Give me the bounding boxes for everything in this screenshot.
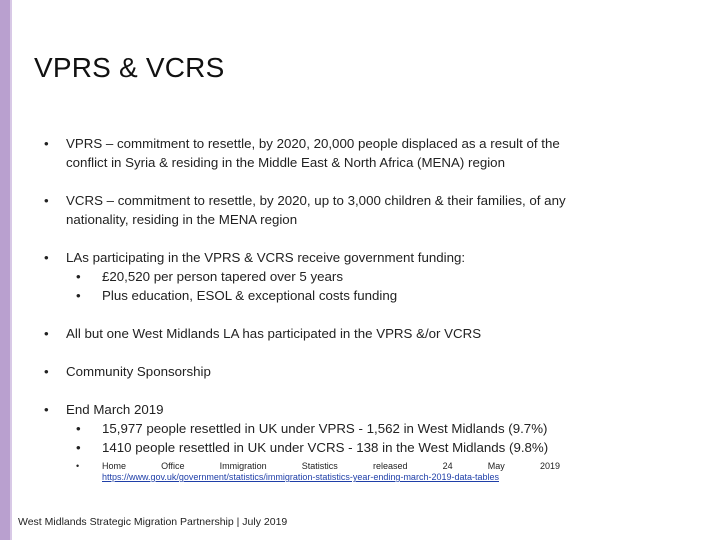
sub-bullet-text: £20,520 per person tapered over 5 years [102,269,343,284]
bullet-icon: • [76,461,80,471]
bullet-funding [44,248,604,267]
sub-bullet-end-2 [76,438,604,457]
bullet-icon: • [76,269,81,284]
source-citation [102,461,604,483]
source-word: Statistics [301,461,338,471]
left-accent-bar [0,0,10,540]
sub-bullet-text: Plus education, ESOL & exceptional costs funding [102,288,398,303]
bullet-vcrs [44,191,604,229]
bullet-funding-text: LAs participating in the VPRS & VCRS receive government funding: [66,250,466,265]
left-accent-line [10,0,12,540]
source-word: Office [161,461,185,471]
bullet-sponsorship-text: Community Sponsorship [66,364,211,379]
source-word: 2019 [539,461,560,471]
bullet-participation-text: All but one West Midlands LA has participated in the VPRS &/or VCRS [66,326,482,341]
bullet-icon: • [76,421,81,436]
bullet-vprs-text: VPRS – commitment to resettle, by 2020, 20,000 people displaced as a result of the conflict in Syria & residing in the Middle East & North Africa (MENA) region [66,136,560,170]
sub-bullet-funding-1 [76,267,604,286]
bullet-icon: • [44,250,49,265]
sub-bullet-end-1 [76,419,604,438]
source-line [102,461,560,472]
bullet-list [44,134,604,483]
source-link[interactable]: https://www.gov.uk/government/statistics/immigration-statistics-year-ending-march-2019-data-tables [102,472,499,482]
bullet-icon: • [44,402,49,417]
bullet-icon: • [44,364,49,379]
source-word: released [372,461,408,471]
sub-bullet-text: 15,977 people resettled in UK under VPRS - 1,562 in West Midlands (9.7%) [102,421,548,436]
sub-bullet-funding-2 [76,286,604,305]
sub-bullet-source [76,461,604,483]
bullet-vcrs-text: VCRS – commitment to resettle, by 2020, up to 3,000 children & their families, of any nationality, residing in the MENA region [66,193,566,227]
bullet-icon: • [44,193,49,208]
bullet-icon: • [76,440,81,455]
slide-footer: West Midlands Strategic Migration Partnership | July 2019 [18,516,288,528]
slide-title: VPRS & VCRS [34,52,225,83]
bullet-participation [44,324,604,343]
sub-bullet-text: 1410 people resettled in UK under VCRS - 138 in the West Midlands (9.8%) [102,440,549,455]
bullet-icon: • [44,136,49,151]
source-word: Immigration [219,461,267,471]
bullet-vprs [44,134,604,172]
source-word: Home [102,461,127,471]
source-word: May [487,461,505,471]
bullet-icon: • [44,326,49,341]
source-word: 24 [442,461,453,471]
bullet-end-march-text: End March 2019 [66,402,164,417]
bullet-icon: • [76,288,81,303]
bullet-sponsorship [44,362,604,381]
bullet-end-march [44,400,604,419]
